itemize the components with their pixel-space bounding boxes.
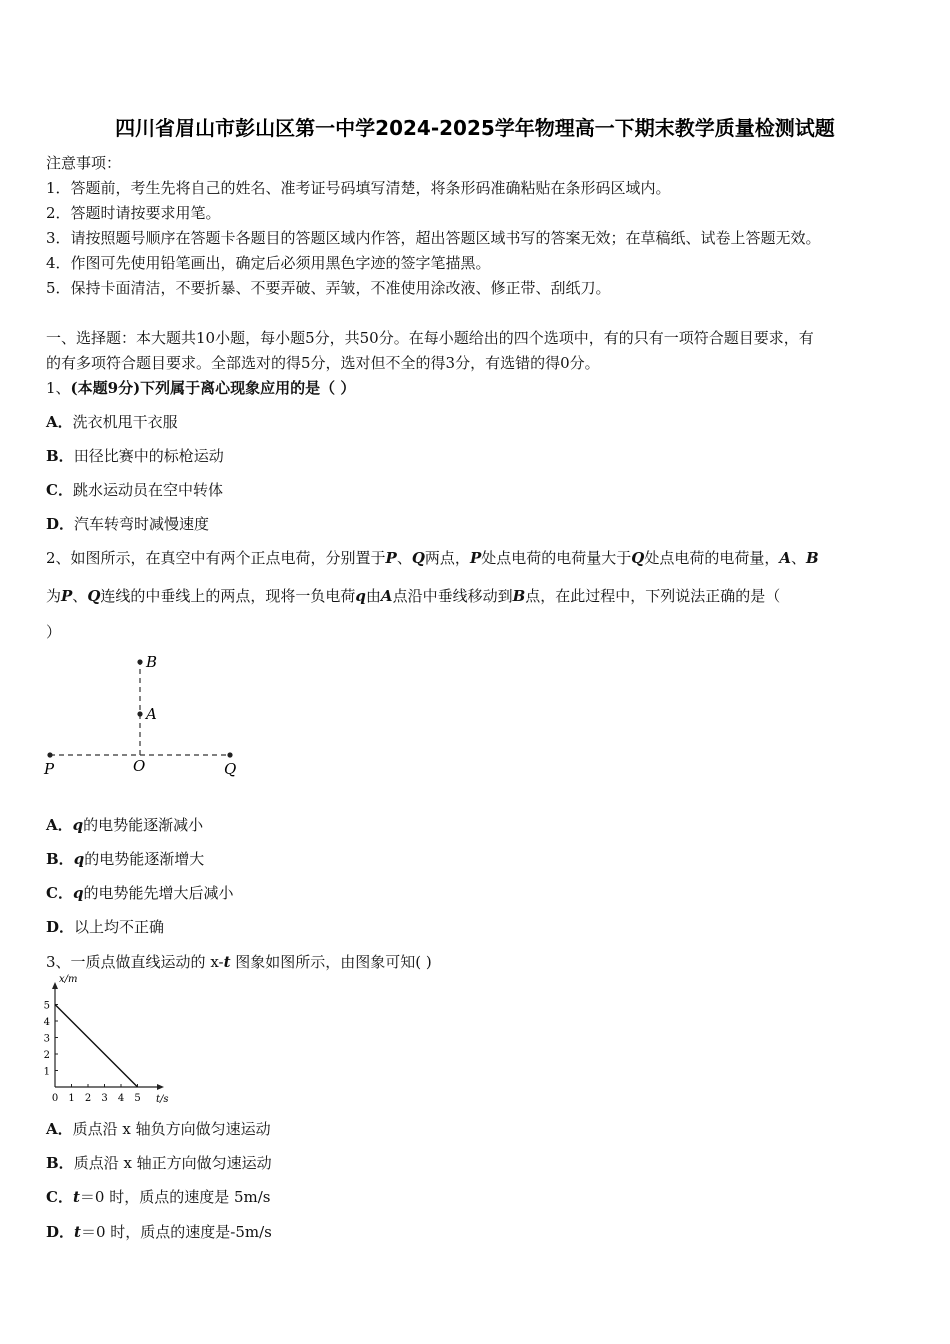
question-1-number: 1、 xyxy=(46,379,71,397)
q2-var-a: A xyxy=(380,587,393,605)
q3-text: 图象如图所示，由图象可知( ) xyxy=(230,953,432,971)
option-text: 质点沿 x 轴负方向做匀速运动 xyxy=(72,1120,271,1138)
question-2-stem-line-2 xyxy=(46,585,780,606)
q2-option-c[interactable] xyxy=(46,882,233,903)
q2-var-p: P xyxy=(469,549,482,567)
notice-item-4: 4．作图可先使用铅笔画出，确定后必须用黑色字迹的签字笔描黑。 xyxy=(46,254,491,272)
q2-text: 点，在此过程中，下列说法正确的是（ xyxy=(525,587,781,605)
option-text: 质点沿 x 轴正方向做匀速运动 xyxy=(73,1154,272,1172)
option-text: 的电势能逐渐增大 xyxy=(84,850,205,868)
q1-option-a[interactable] xyxy=(46,411,178,432)
x-t-chart xyxy=(38,974,173,1108)
notice-item-1: 1．答题前，考生先将自己的姓名、准考证号码填写清楚，将条形码准确粘贴在条形码区域内。 xyxy=(46,179,671,197)
question-1-stem xyxy=(46,377,355,398)
option-letter: D． xyxy=(46,918,75,936)
option-text: ＝0 时，质点的速度是-5m/s xyxy=(80,1223,272,1241)
q3-var-t: t xyxy=(223,953,231,971)
charge-diagram xyxy=(40,650,255,780)
option-letter: B． xyxy=(46,850,74,868)
option-letter: D． xyxy=(46,1223,75,1241)
q2-text: 2、如图所示，在真空中有两个正点电荷，分别置于 xyxy=(46,549,386,567)
q2-text: 两点， xyxy=(424,549,470,567)
x-axis-arrow xyxy=(157,1084,164,1090)
point-p xyxy=(47,752,52,757)
question-2-stem-line-1 xyxy=(46,547,819,568)
option-letter: B． xyxy=(46,447,74,465)
option-var: q xyxy=(73,850,85,868)
option-text: 汽车转弯时减慢速度 xyxy=(74,515,210,533)
y-axis-label: x/m xyxy=(59,974,78,985)
q3-text: 3、一质点做直线运动的 x- xyxy=(46,953,224,971)
option-var: q xyxy=(72,884,84,902)
y-tick-label: 2 xyxy=(43,1050,50,1061)
question-3-stem xyxy=(46,951,432,972)
notice-item-3: 3．请按照题号顺序在答题卡各题目的答题区域内作答，超出答题区域书写的答案无效；在草稿纸、试卷上答题无效。 xyxy=(46,229,821,247)
option-text: 以上均不正确 xyxy=(74,918,165,936)
label-o: O xyxy=(133,757,146,775)
question-2-stem-line-3: ） xyxy=(46,623,62,641)
notice-item-5: 5．保持卡面清洁，不要折暴、不要弄破、弄皱，不准使用涂改液、修正带、刮纸刀。 xyxy=(46,279,611,297)
series-line xyxy=(55,1005,138,1088)
q2-sep: 、 xyxy=(396,549,412,567)
q2-sep: 、 xyxy=(72,587,88,605)
q2-sep: 、 xyxy=(790,549,806,567)
notice-heading: 注意事项： xyxy=(46,154,122,172)
y-axis-arrow xyxy=(52,982,58,989)
q2-var-q: Q xyxy=(411,549,425,567)
q2-var-b: B xyxy=(512,587,526,605)
x-axis-label: t/s xyxy=(156,1094,169,1105)
q2-var-p: P xyxy=(61,587,73,605)
q1-option-c[interactable] xyxy=(46,479,223,500)
q3-option-d[interactable] xyxy=(46,1221,272,1242)
x-tick-label: 5 xyxy=(134,1093,141,1104)
y-tick-label: 3 xyxy=(43,1033,50,1045)
option-text: 田径比赛中的标枪运动 xyxy=(73,447,224,465)
option-letter: D． xyxy=(46,515,75,533)
option-letter: A． xyxy=(46,413,73,431)
page-title: 四川省眉山市彭山区第一中学2024-2025学年物理高一下期末教学质量检测试题 xyxy=(115,116,835,140)
q2-text: 由 xyxy=(365,587,381,605)
option-var: t xyxy=(74,1223,81,1241)
q2-text: 点沿中垂线移动到 xyxy=(392,587,513,605)
notice-item-2: 2．答题时请按要求用笔。 xyxy=(46,204,221,222)
q2-option-d[interactable] xyxy=(46,916,164,937)
q2-var-charge: q xyxy=(355,587,366,605)
section-instructions-line-2: 的有多项符合题目要求。全部选对的得5分，选对但不全的得3分，有选错的得0分。 xyxy=(46,354,600,372)
y-tick-label: 5 xyxy=(43,1000,50,1012)
q1-option-d[interactable] xyxy=(46,513,209,534)
option-letter: C． xyxy=(46,481,73,499)
label-p: P xyxy=(44,760,55,778)
q2-var-p: P xyxy=(385,549,397,567)
option-letter: C． xyxy=(46,1188,73,1206)
x-tick-label: 1 xyxy=(68,1093,75,1104)
option-letter: C． xyxy=(46,884,73,902)
q1-option-b[interactable] xyxy=(46,445,224,466)
y-tick-label: 1 xyxy=(43,1066,50,1078)
q3-option-a[interactable] xyxy=(46,1118,271,1139)
option-var: t xyxy=(72,1188,80,1206)
option-letter: A． xyxy=(46,1120,73,1138)
q2-text: 连线的中垂线上的两点，现将一负电荷 xyxy=(100,587,356,605)
section-instructions-line-1: 一、选择题：本大题共10小题，每小题5分，共50分。在每小题给出的四个选项中，有的只有一项符合题目要求，有 xyxy=(46,329,814,347)
q2-text: 处点电荷的电荷量， xyxy=(644,549,780,567)
x-tick-label: 4 xyxy=(117,1093,125,1104)
option-text: 跳水运动员在空中转体 xyxy=(72,481,223,499)
option-text: 的电势能先增大后减小 xyxy=(83,884,234,902)
y-tick-label: 4 xyxy=(43,1017,50,1028)
x-tick-label: 0 xyxy=(51,1093,59,1104)
question-1-text: (本题9分)下列属于离心现象应用的是（ ） xyxy=(70,379,356,397)
label-a: A xyxy=(146,705,157,723)
point-q xyxy=(227,752,232,757)
label-b: B xyxy=(146,653,158,671)
x-tick-label: 3 xyxy=(101,1093,108,1104)
point-a xyxy=(137,711,142,716)
q2-text: 处点电荷的电荷量大于 xyxy=(481,549,632,567)
q2-var-q: Q xyxy=(87,587,101,605)
option-letter: B． xyxy=(46,1154,74,1172)
option-letter: A． xyxy=(46,816,73,834)
x-tick-label: 2 xyxy=(84,1093,92,1104)
option-text: 的电势能逐渐减小 xyxy=(83,816,204,834)
label-q: Q xyxy=(224,760,237,778)
q2-var-a: A xyxy=(779,549,791,567)
option-text: ＝0 时，质点的速度是 5m/s xyxy=(79,1188,271,1206)
q2-var-q: Q xyxy=(631,549,645,567)
point-b xyxy=(137,659,142,664)
q2-text: 为 xyxy=(46,587,62,605)
q2-option-a[interactable] xyxy=(46,814,203,835)
q3-option-b[interactable] xyxy=(46,1152,272,1173)
option-text: 洗衣机甩干衣服 xyxy=(72,413,178,431)
option-var: q xyxy=(72,816,84,834)
q2-var-b: B xyxy=(805,549,819,567)
q2-option-b[interactable] xyxy=(46,848,204,869)
q3-option-c[interactable] xyxy=(46,1186,271,1207)
